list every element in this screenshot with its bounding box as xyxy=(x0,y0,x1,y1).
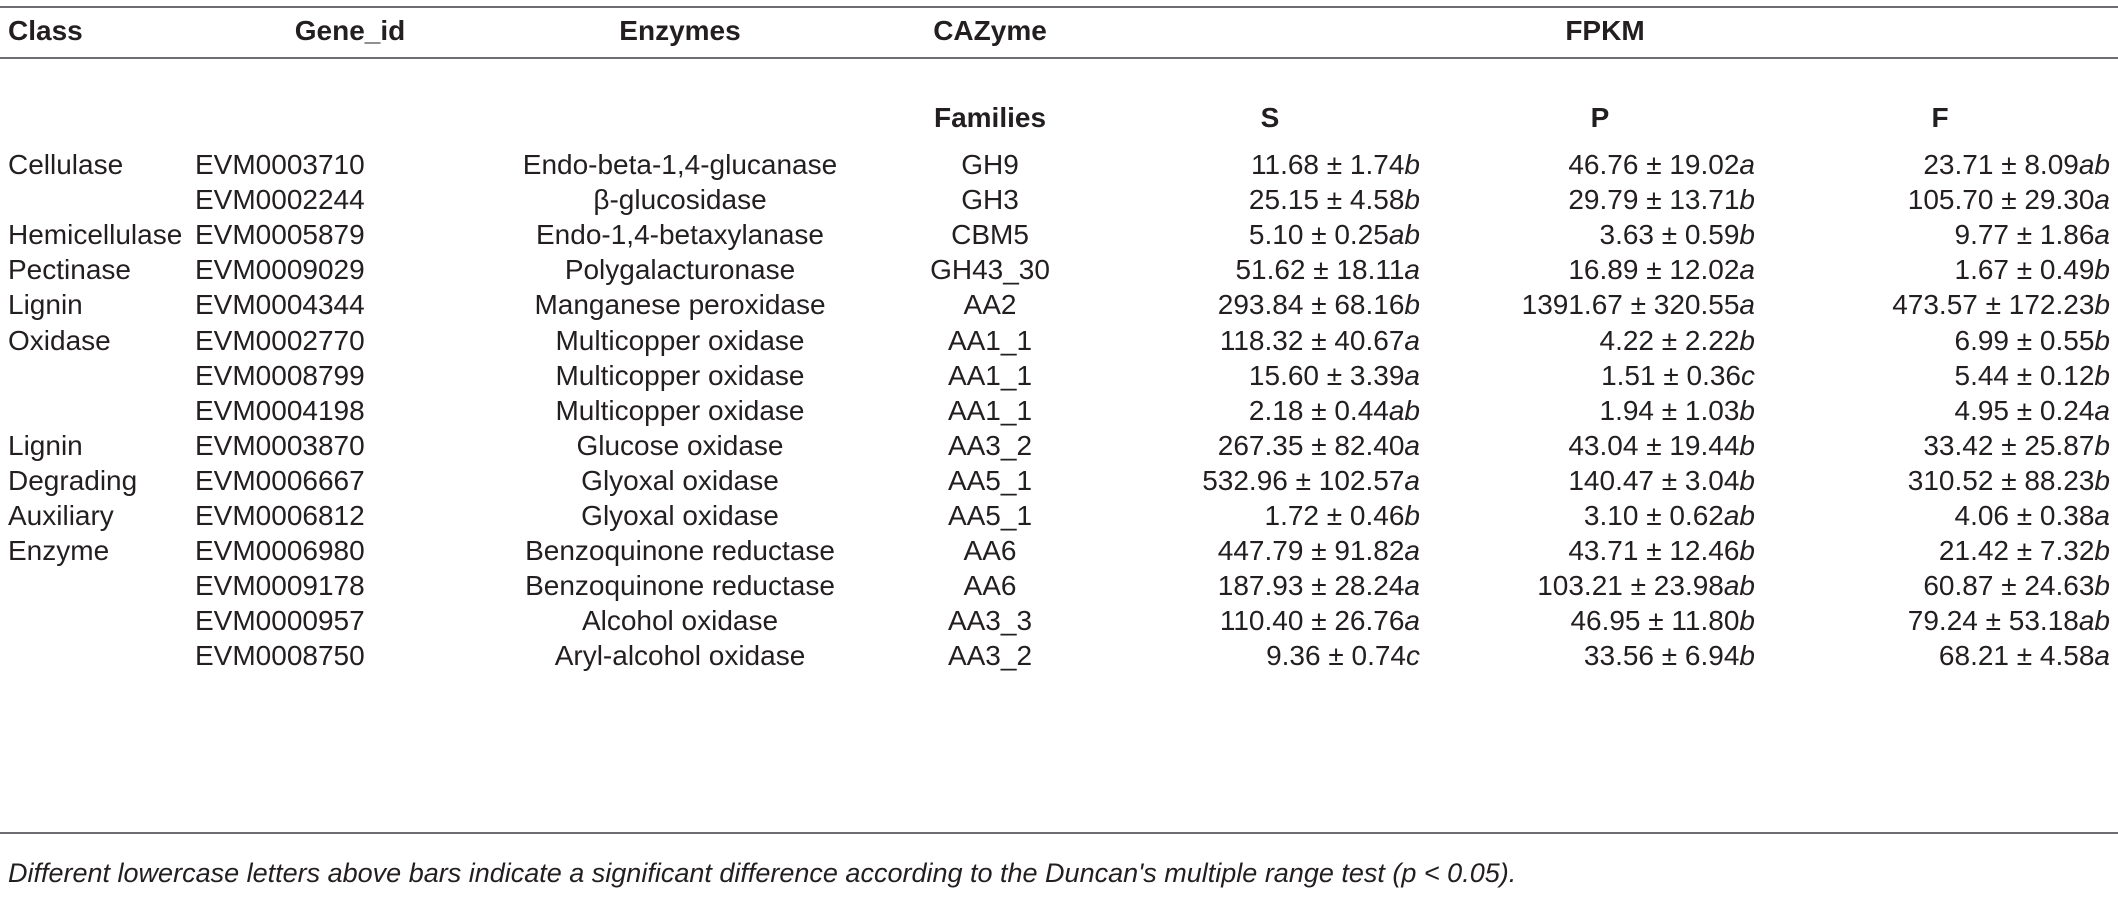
cazyme-family-cell: AA5_1 xyxy=(947,464,1033,496)
class-label-cell: Cellulase xyxy=(8,149,124,180)
significance-letter: b xyxy=(1739,394,1755,426)
fpkm-value: 9.36 ± 0.74 xyxy=(1266,640,1406,672)
significance-letter: c xyxy=(1406,640,1420,672)
gene-id-cell: EVM0005879 xyxy=(195,219,365,251)
fpkm-value: 4.06 ± 0.38 xyxy=(1954,500,2095,531)
fpkm-value: 29.79 ± 13.71 xyxy=(1568,184,1740,216)
cazyme-family-cell: AA6 xyxy=(963,535,1017,567)
significance-letter: a xyxy=(1404,570,1420,602)
gene-id-cell: EVM0009029 xyxy=(195,254,365,286)
fpkm-value: 4.22 ± 2.22 xyxy=(1599,324,1740,356)
significance-letter: b xyxy=(2094,324,2110,356)
significance-letter: ab xyxy=(1388,219,1420,251)
fpkm-value: 51.62 ± 18.11 xyxy=(1235,254,1405,286)
fpkm-value: 46.76 ± 19.02 xyxy=(1568,149,1740,180)
gene-id-cell: EVM0004344 xyxy=(195,289,365,321)
significance-letter: a xyxy=(1739,149,1755,180)
gene-id-cell: EVM0006812 xyxy=(195,500,365,531)
header-rule xyxy=(0,57,2118,59)
enzyme-cell: Multicopper oxidase xyxy=(555,359,805,391)
significance-letter: b xyxy=(2094,535,2110,567)
fpkm-value: 16.89 ± 12.02 xyxy=(1568,254,1740,286)
significance-letter: a xyxy=(1404,429,1420,461)
enzyme-cell: Alcohol oxidase xyxy=(581,605,779,637)
enzyme-cell: Polygalacturonase xyxy=(564,254,796,286)
gene-id-cell: EVM0006667 xyxy=(195,464,365,496)
gene-id-cell: EVM0006980 xyxy=(195,535,365,567)
significance-letter: ab xyxy=(1723,570,1755,602)
gene-id-cell: EVM0008750 xyxy=(195,640,365,672)
gene-id-cell: EVM0003710 xyxy=(195,149,365,180)
significance-letter: a xyxy=(2094,219,2110,251)
significance-letter: a xyxy=(2094,640,2110,672)
significance-letter: b xyxy=(1739,640,1755,672)
significance-letter: a xyxy=(2094,500,2110,531)
significance-letter: b xyxy=(1739,429,1755,461)
fpkm-value: 5.44 ± 0.12 xyxy=(1954,359,2095,391)
fpkm-s-cell xyxy=(1150,632,1420,679)
cazyme-family-cell: AA5_1 xyxy=(947,500,1033,531)
fpkm-value: 140.47 ± 3.04 xyxy=(1568,464,1740,496)
fpkm-value: 187.93 ± 28.24 xyxy=(1217,570,1405,602)
fpkm-value: 1.51 ± 0.36 xyxy=(1601,359,1741,391)
fpkm-value: 103.21 ± 23.98 xyxy=(1537,570,1724,602)
significance-letter: b xyxy=(1739,464,1755,496)
header-class: Class xyxy=(8,15,83,46)
fpkm-value: 25.15 ± 4.58 xyxy=(1248,184,1405,216)
cazyme-family-cell: AA2 xyxy=(963,289,1017,321)
header-gene-id: Gene_id xyxy=(294,15,406,46)
cazyme-family-cell: AA3_2 xyxy=(947,429,1033,461)
fpkm-value: 293.84 ± 68.16 xyxy=(1217,289,1405,321)
fpkm-value: 447.79 ± 91.82 xyxy=(1217,535,1405,567)
enzyme-cell: Glyoxal oxidase xyxy=(581,500,779,531)
cazyme-family-cell: AA6 xyxy=(963,570,1017,602)
significance-letter: b xyxy=(1404,184,1420,216)
bottom-rule xyxy=(0,832,2118,834)
enzyme-cell: Glucose oxidase xyxy=(576,429,784,461)
significance-letter: a xyxy=(1404,324,1420,356)
significance-letter: b xyxy=(2094,359,2110,391)
significance-letter: a xyxy=(1404,535,1420,567)
subheader-f: F xyxy=(1931,102,1949,133)
significance-letter: ab xyxy=(2078,149,2110,180)
class-label-cell: Oxidase xyxy=(8,324,111,356)
significance-letter: b xyxy=(1404,289,1420,321)
significance-letter: a xyxy=(2094,394,2110,426)
significance-letter: b xyxy=(2094,464,2110,496)
class-label-cell: Pectinase xyxy=(8,254,131,286)
subheader-p: P xyxy=(1590,102,1610,133)
fpkm-value: 23.71 ± 8.09 xyxy=(1923,149,2079,180)
significance-letter: ab xyxy=(1723,500,1755,531)
fpkm-value: 46.95 ± 11.80 xyxy=(1570,605,1740,637)
fpkm-value: 15.60 ± 3.39 xyxy=(1248,359,1405,391)
cazyme-family-cell: AA3_2 xyxy=(947,640,1033,672)
significance-letter: b xyxy=(1739,324,1755,356)
enzyme-cell: Endo-1,4-betaxylanase xyxy=(536,219,824,251)
fpkm-value: 5.10 ± 0.25 xyxy=(1248,219,1389,251)
significance-letter: a xyxy=(1404,464,1420,496)
fpkm-value: 79.24 ± 53.18 xyxy=(1907,605,2079,637)
fpkm-value: 33.42 ± 25.87 xyxy=(1923,429,2095,461)
class-label-cell: Hemicellulase xyxy=(8,219,183,251)
fpkm-value: 3.63 ± 0.59 xyxy=(1599,219,1740,251)
fpkm-value: 3.10 ± 0.62 xyxy=(1583,500,1724,531)
significance-letter: ab xyxy=(1388,394,1420,426)
enzyme-cell: Manganese peroxidase xyxy=(534,289,826,321)
cazyme-family-cell: AA1_1 xyxy=(947,359,1033,391)
fpkm-value: 11.68 ± 1.74 xyxy=(1251,149,1405,180)
significance-letter: a xyxy=(1404,359,1420,391)
significance-letter: b xyxy=(2094,570,2110,602)
table-footnote: Different lowercase letters above bars indicate a significant difference according to the Duncan's multiple range test (p < 0.05). xyxy=(8,858,1517,888)
significance-letter: b xyxy=(2094,289,2110,321)
enzyme-cell: Endo-beta-1,4-glucanase xyxy=(522,149,838,180)
gene-id-cell: EVM0008799 xyxy=(195,359,365,391)
cazyme-family-cell: CBM5 xyxy=(951,219,1029,251)
cazyme-family-cell: GH3 xyxy=(961,184,1019,216)
gene-id-cell: EVM0002244 xyxy=(195,184,365,216)
significance-letter: b xyxy=(1739,535,1755,567)
enzyme-cell: Benzoquinone reductase xyxy=(525,535,835,567)
fpkm-value: 4.95 ± 0.24 xyxy=(1954,394,2095,426)
gene-id-cell: EVM0002770 xyxy=(195,324,365,356)
class-label-cell: Auxiliary xyxy=(8,500,114,531)
enzyme-cell: Multicopper oxidase xyxy=(555,394,805,426)
enzyme-cell: Benzoquinone reductase xyxy=(525,570,835,602)
significance-letter: b xyxy=(1739,219,1755,251)
header-cazyme: CAZyme xyxy=(933,15,1047,46)
significance-letter: b xyxy=(1739,605,1755,637)
header-enzymes: Enzymes xyxy=(619,15,741,46)
fpkm-value: 105.70 ± 29.30 xyxy=(1907,184,2095,216)
significance-letter: a xyxy=(1739,254,1755,286)
fpkm-value: 1.72 ± 0.46 xyxy=(1264,500,1405,531)
enzyme-cell: β-glucosidase xyxy=(593,184,767,216)
significance-letter: b xyxy=(2094,429,2110,461)
fpkm-value: 43.71 ± 12.46 xyxy=(1568,535,1740,567)
cazyme-family-cell: GH43_30 xyxy=(930,254,1050,286)
gene-id-cell: EVM0000957 xyxy=(195,605,365,637)
gene-id-cell: EVM0009178 xyxy=(195,570,365,602)
enzyme-cell: Aryl-alcohol oxidase xyxy=(554,640,806,672)
fpkm-value: 118.32 ± 40.67 xyxy=(1219,324,1405,356)
cazyme-family-cell: GH9 xyxy=(961,149,1019,180)
enzyme-cell: Multicopper oxidase xyxy=(555,324,805,356)
fpkm-f-cell xyxy=(1820,632,2110,679)
class-label-cell: Lignin xyxy=(8,429,83,461)
fpkm-value: 2.18 ± 0.44 xyxy=(1248,394,1389,426)
significance-letter: a xyxy=(2094,184,2110,216)
subheader-families: Families xyxy=(933,102,1047,133)
fpkm-p-cell xyxy=(1480,632,1755,679)
fpkm-value: 310.52 ± 88.23 xyxy=(1907,464,2095,496)
fpkm-value: 1.67 ± 0.49 xyxy=(1954,254,2095,286)
fpkm-value: 1.94 ± 1.03 xyxy=(1599,394,1740,426)
significance-letter: b xyxy=(1739,184,1755,216)
fpkm-value: 110.40 ± 26.76 xyxy=(1219,605,1405,637)
subheader-s: S xyxy=(1260,102,1280,133)
cazyme-family-cell: AA1_1 xyxy=(947,394,1033,426)
class-label-cell: Enzyme xyxy=(8,535,110,567)
class-label-cell: Lignin xyxy=(8,289,83,321)
class-label-cell: Degrading xyxy=(8,464,138,496)
significance-letter: c xyxy=(1741,359,1755,391)
fpkm-value: 21.42 ± 7.32 xyxy=(1938,535,2095,567)
fpkm-value: 267.35 ± 82.40 xyxy=(1217,429,1405,461)
fpkm-value: 68.21 ± 4.58 xyxy=(1938,640,2095,672)
fpkm-value: 43.04 ± 19.44 xyxy=(1568,429,1740,461)
fpkm-value: 33.56 ± 6.94 xyxy=(1583,640,1740,672)
significance-letter: a xyxy=(1739,289,1755,321)
significance-letter: ab xyxy=(2078,605,2110,637)
significance-letter: b xyxy=(1404,500,1420,531)
significance-letter: a xyxy=(1404,254,1420,286)
fpkm-value: 532.96 ± 102.57 xyxy=(1202,464,1405,496)
enzyme-cell: Glyoxal oxidase xyxy=(581,464,779,496)
gene-id-cell: EVM0004198 xyxy=(195,394,365,426)
cazyme-family-cell: AA3_3 xyxy=(947,605,1033,637)
cazyme-family-cell: AA1_1 xyxy=(947,324,1033,356)
fpkm-value: 473.57 ± 172.23 xyxy=(1892,289,2095,321)
significance-letter: b xyxy=(2094,254,2110,286)
fpkm-value: 9.77 ± 1.86 xyxy=(1954,219,2095,251)
significance-letter: b xyxy=(1404,149,1420,180)
fpkm-value: 6.99 ± 0.55 xyxy=(1954,324,2095,356)
header-fpkm: FPKM xyxy=(1565,15,1645,46)
fpkm-value: 1391.67 ± 320.55 xyxy=(1521,289,1740,321)
significance-letter: a xyxy=(1404,605,1420,637)
fpkm-value: 60.87 ± 24.63 xyxy=(1923,570,2095,602)
gene-id-cell: EVM0003870 xyxy=(195,429,365,461)
